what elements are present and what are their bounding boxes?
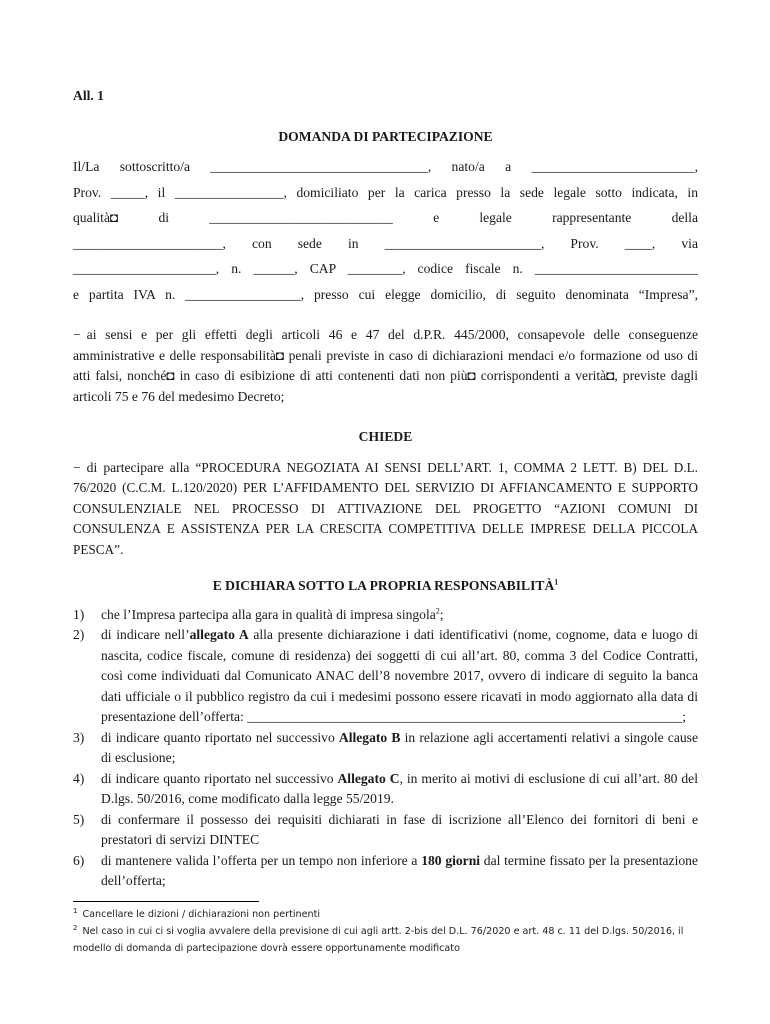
procedure-title: “PROCEDURA NEGOZIATA AI SENSI DELL’ART. 1, COMMA 2 LETT. B) DEL D.L. 76/2020 (C.C.M. L.120/2020) PER L’AFFIDAMENTO DEL SERVIZIO DI AFFIANCAMENTO E SUPPORTO CONSULENZIALE NEL PROCESSO DI ATTIVAZIONE DEL PROGETTO “AZIONI COMUNI DI CONSULENZA E ASSISTENZA PER LA CRESCITA COMPETITIVA DELLE IMPRESE DELLA PICCOLA PESCA — [73, 459, 698, 557]
dash-marker: − — [73, 459, 81, 475]
item-text: di confermare il possesso dei requisiti dichiarati in fase di iscrizione all’Elenco dei fornitori di beni e prestatori di servizi DINTEC — [101, 811, 698, 847]
item-text: di indicare quanto riportato nel successivo — [101, 729, 339, 745]
item-bold-text: 180 giorni — [421, 852, 481, 868]
list-item — [73, 605, 698, 626]
footnote-mark: 1 — [73, 906, 78, 915]
item-number: 1) — [73, 606, 85, 622]
footnote — [73, 906, 698, 923]
chiede-lead: di partecipare alla — [86, 459, 190, 475]
footnote — [73, 923, 698, 957]
dichiara-heading — [73, 576, 698, 597]
declaration-paragraph — [73, 325, 698, 407]
footnote-mark: 2 — [73, 923, 78, 932]
list-item — [73, 728, 698, 769]
blank-field: ________________________________________________________________; — [247, 709, 686, 724]
chiede-paragraph — [73, 458, 698, 561]
form-line: _____________________, n. ______, CAP ________, codice fiscale n. ________________________ — [73, 261, 698, 276]
list-item — [73, 851, 698, 892]
item-number: 3) — [73, 729, 85, 745]
form-line: Il/La sottoscritto/a ________________________________, nato/a a ________________________, — [73, 159, 698, 174]
form-line: e partita IVA n. _________________, presso cui elegge domicilio, di seguito denominata “Impresa”, — [73, 286, 698, 302]
item-text-end: in relazione agli accertamenti relativi a singole cause di esclusione; — [101, 729, 698, 765]
form-line: qualità◘ di ___________________________ e legale rappresentante della — [73, 210, 698, 225]
item-text: di mantenere valida l’offerta per un tempo non inferiore a — [101, 852, 422, 868]
item-bold-text: Allegato C — [337, 770, 400, 786]
applicant-form — [73, 157, 698, 305]
footnote-text: Cancellare le dizioni / dichiarazioni non pertinenti — [82, 909, 320, 920]
document-body — [73, 86, 698, 892]
footnote-ref: 2 — [435, 605, 440, 615]
item-text: di indicare quanto riportato nel successivo — [101, 770, 338, 786]
item-text-end: dal termine fissato per la presentazione dell’offerta; — [101, 852, 698, 888]
item-text-end: alla presente dichiarazione i dati identificativi (nome, cognome, data e luogo di nascita, codice fiscale, comune di residenza) dei soggetti di cui all’art. 80, comma 3 del Codice Contratti, così come individuati dal Comunicato ANAC dell’8 novembre 2017, ovvero di indicare di seguito la banca dati ufficiale o il pubblico registro da cui i medesimi possono essere ricavati in modo aggiornato alla data di presentazione dell’offerta: — [101, 627, 698, 724]
item-bold-text: Allegato B — [338, 729, 401, 745]
declaration-list — [73, 605, 698, 892]
list-item — [73, 625, 698, 728]
document-title: DOMANDA DI PARTECIPAZIONE — [278, 128, 493, 144]
item-text: che l’Impresa partecipa alla gara in qualità di impresa singola — [101, 606, 436, 622]
footnotes — [73, 906, 698, 957]
item-text: di indicare nell’ — [101, 627, 190, 642]
list-item — [73, 810, 698, 851]
footnote-separator — [73, 901, 259, 902]
declaration-text: ai sensi e per gli effetti degli articoli 46 e 47 del d.P.R. 445/2000, consapevole delle conseguenze amministrative e delle responsabilità◘ penali previste in caso di dichiarazioni mendaci e/o formazione od uso di atti falsi, nonché◘ in caso di esibizione di atti contenenti dati non più◘ corrispondenti a verità◘, previste dagli articoli 75 e 76 del medesimo Decreto; — [73, 327, 698, 404]
item-text-end: ; — [439, 606, 444, 622]
dash-marker: − — [73, 327, 81, 342]
item-number: 6) — [73, 852, 85, 868]
chiede-heading: CHIEDE — [358, 429, 413, 444]
item-number: 2) — [73, 627, 85, 642]
list-item — [73, 769, 698, 810]
item-number: 5) — [73, 811, 85, 827]
form-line: ______________________, con sede in _______________________, Prov. ____, via — [73, 235, 698, 251]
dichiara-heading-text: E DICHIARA SOTTO LA PROPRIA RESPONSABILITÀ — [212, 578, 555, 593]
item-bold-text: allegato A — [189, 627, 249, 642]
procedure-closing: ”. — [114, 541, 124, 557]
item-text-end: , in merito ai motivi di esclusione di cui all’art. 80 del D.lgs. 50/2016, come modificato dalla legge 55/2019. — [101, 770, 698, 806]
footnote-ref: 1 — [554, 577, 559, 587]
attachment-label: All. 1 — [73, 88, 104, 103]
footnote-text: Nel caso in cui ci si voglia avvalere della previsione di cui agli artt. 2-bis del D.L. 76/2020 e art. 48 c. 11 del D.lgs. 50/2016, il modello di domanda di partecipazione dovrà essere opportunamente modificato — [73, 926, 684, 954]
item-number: 4) — [73, 770, 85, 786]
form-line: Prov. _____, il ________________, domiciliato per la carica presso la sede legale sotto indicata, in — [73, 184, 698, 200]
